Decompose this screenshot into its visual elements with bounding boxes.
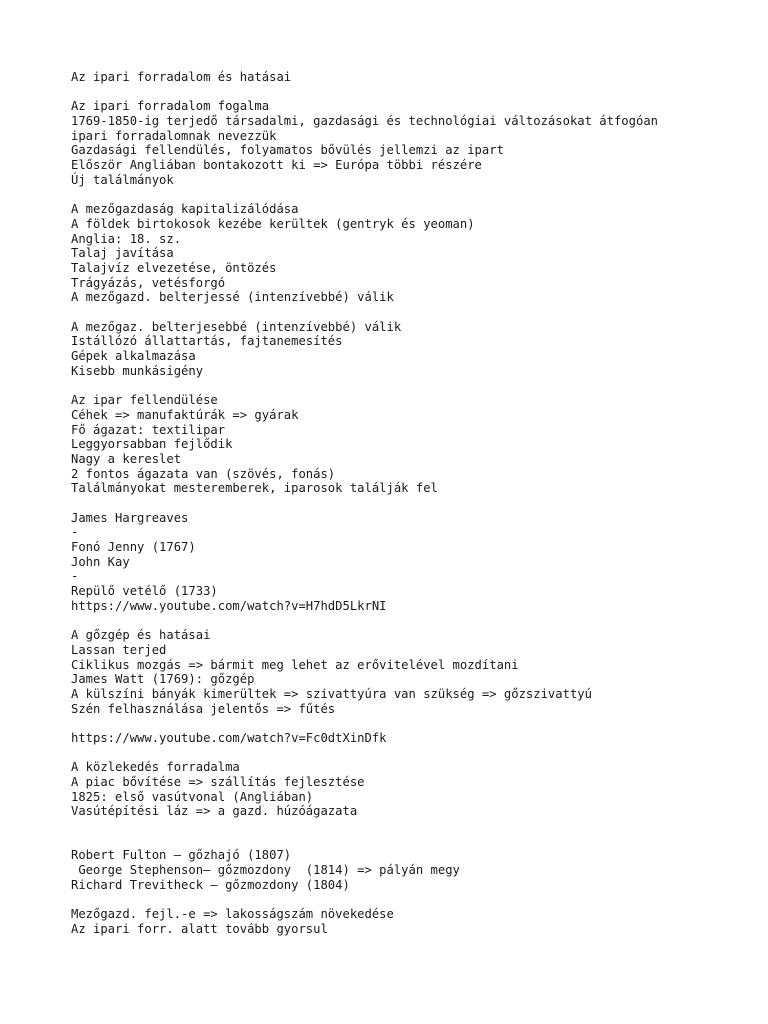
text-line: Először Angliában bontakozott ki => Európa többi részére	[71, 158, 482, 173]
text-line: Richard Trevitheck – gőzmozdony (1804)	[71, 877, 350, 892]
text-line: Szén felhasználása jelentős => fűtés	[71, 701, 336, 716]
paragraph-gap	[71, 819, 751, 848]
section-heading: A mezőgaz. belterjesebbé (intenzívebbé) válik	[71, 319, 402, 334]
section-belterjesebbe-valik	[71, 320, 751, 379]
inventor-name: John Kay	[71, 554, 130, 569]
paragraph-gap	[71, 378, 751, 393]
text-line: Lassan terjed	[71, 642, 167, 657]
text-line: Ciklikus mozgás => bármit meg lehet az erővitelével mozdítani	[71, 657, 519, 672]
inventor-name: James Hargreaves	[71, 510, 189, 525]
section-ipar-fellendulese	[71, 393, 751, 496]
text-line: Istállózó állattartás, fajtanemesítés	[71, 334, 343, 349]
paragraph-gap	[71, 188, 751, 203]
text-line: Nagy a kereslet	[71, 451, 182, 466]
text-line: Gépek alkalmazása	[71, 349, 196, 364]
text-line: 2 fontos ágazata van (szövés, fonás)	[71, 466, 336, 481]
text-line: A külszíni bányák kimerültek => szivattyúra van szükség => gőzszivattyú	[71, 686, 592, 701]
youtube-link[interactable]: https://www.youtube.com/watch?v=Fc0dtXinDfk	[71, 730, 387, 745]
section-heading: Az ipar fellendülése	[71, 393, 218, 408]
paragraph-gap	[71, 746, 751, 761]
section-heading: A közlekedés forradalma	[71, 760, 240, 775]
section-feltalalok	[71, 511, 751, 614]
section-ipari-forradalom-fogalma	[71, 99, 751, 187]
text-line: Repülő vetélő (1733)	[71, 584, 218, 599]
paragraph-gap	[71, 305, 751, 320]
text-line: Trágyázás, vetésforgó	[71, 275, 226, 290]
paragraph-gap	[71, 716, 751, 731]
text-line: James Watt (1769): gőzgép	[71, 672, 255, 687]
text-line: Mezőgazd. fejl.-e => lakosságszám növekedése	[71, 907, 394, 922]
text-line: A földek birtokosok kezébe kerültek (gentryk és yeoman)	[71, 216, 475, 231]
section-mezogazdasag-kapitalizalodasa	[71, 202, 751, 305]
document-title: Az ipari forradalom és hatásai	[71, 70, 292, 84]
text-line: Fonó Jenny (1767)	[71, 540, 196, 554]
text-line: ipari forradalomnak nevezzük	[71, 128, 277, 143]
section-video-link	[71, 731, 751, 746]
text-line: A mezőgazd. belterjessé (intenzívebbé) válik	[71, 290, 394, 305]
text-line: Anglia: 18. sz.	[71, 231, 182, 246]
text-line: Talaj javítása	[71, 246, 174, 261]
dash-line: -	[71, 525, 79, 540]
text-line: Talajvíz elvezetése, öntözés	[71, 260, 277, 275]
paragraph-gap	[71, 613, 751, 628]
paragraph-gap	[71, 85, 751, 100]
text-line: Kisebb munkásigény	[71, 363, 204, 378]
text-line: Találmányokat mesteremberek, iparosok találják fel	[71, 481, 438, 496]
section-heading: Az ipari forradalom fogalma	[71, 99, 270, 114]
section-kozlekedes-forradalma	[71, 760, 751, 819]
text-line: Új találmányok	[71, 172, 174, 187]
text-line: Az ipari forr. alatt tovább gyorsul	[71, 921, 328, 936]
section-heading: A mezőgazdaság kapitalizálódása	[71, 202, 299, 217]
section-lakossagszam	[71, 907, 751, 936]
paragraph-gap	[71, 893, 751, 908]
text-line: George Stephenson– gőzmozdony (1814) => pályán megy	[71, 863, 460, 878]
section-kozlekedesi-feltalalok	[71, 848, 751, 892]
document-page	[71, 70, 751, 937]
text-line: 1825: első vasútvonal (Angliában)	[71, 789, 314, 804]
text-line: Vasútépítési láz => a gazd. húzóágazata	[71, 804, 358, 819]
youtube-link[interactable]: https://www.youtube.com/watch?v=H7hdD5LkrNI	[71, 598, 387, 613]
text-line: A piac bővítése => szállítás fejlesztése	[71, 775, 365, 789]
dash-line: -	[71, 569, 79, 584]
text-line: Gazdasági fellendülés, folyamatos bővülés jellemzi az ipart	[71, 143, 504, 158]
text-line: Leggyorsabban fejlődik	[71, 437, 233, 452]
text-line: Céhek => manufaktúrák => gyárak	[71, 407, 299, 422]
section-heading: A gőzgép és hatásai	[71, 628, 211, 643]
paragraph-gap	[71, 496, 751, 511]
text-line: Fő ágazat: textilipar	[71, 422, 226, 437]
text-line: 1769-1850-ig terjedő társadalmi, gazdasági és technológiai változásokat átfogóan	[71, 114, 658, 129]
section-gozgep-es-hatasai	[71, 628, 751, 716]
text-line: Robert Fulton – gőzhajó (1807)	[71, 848, 292, 863]
